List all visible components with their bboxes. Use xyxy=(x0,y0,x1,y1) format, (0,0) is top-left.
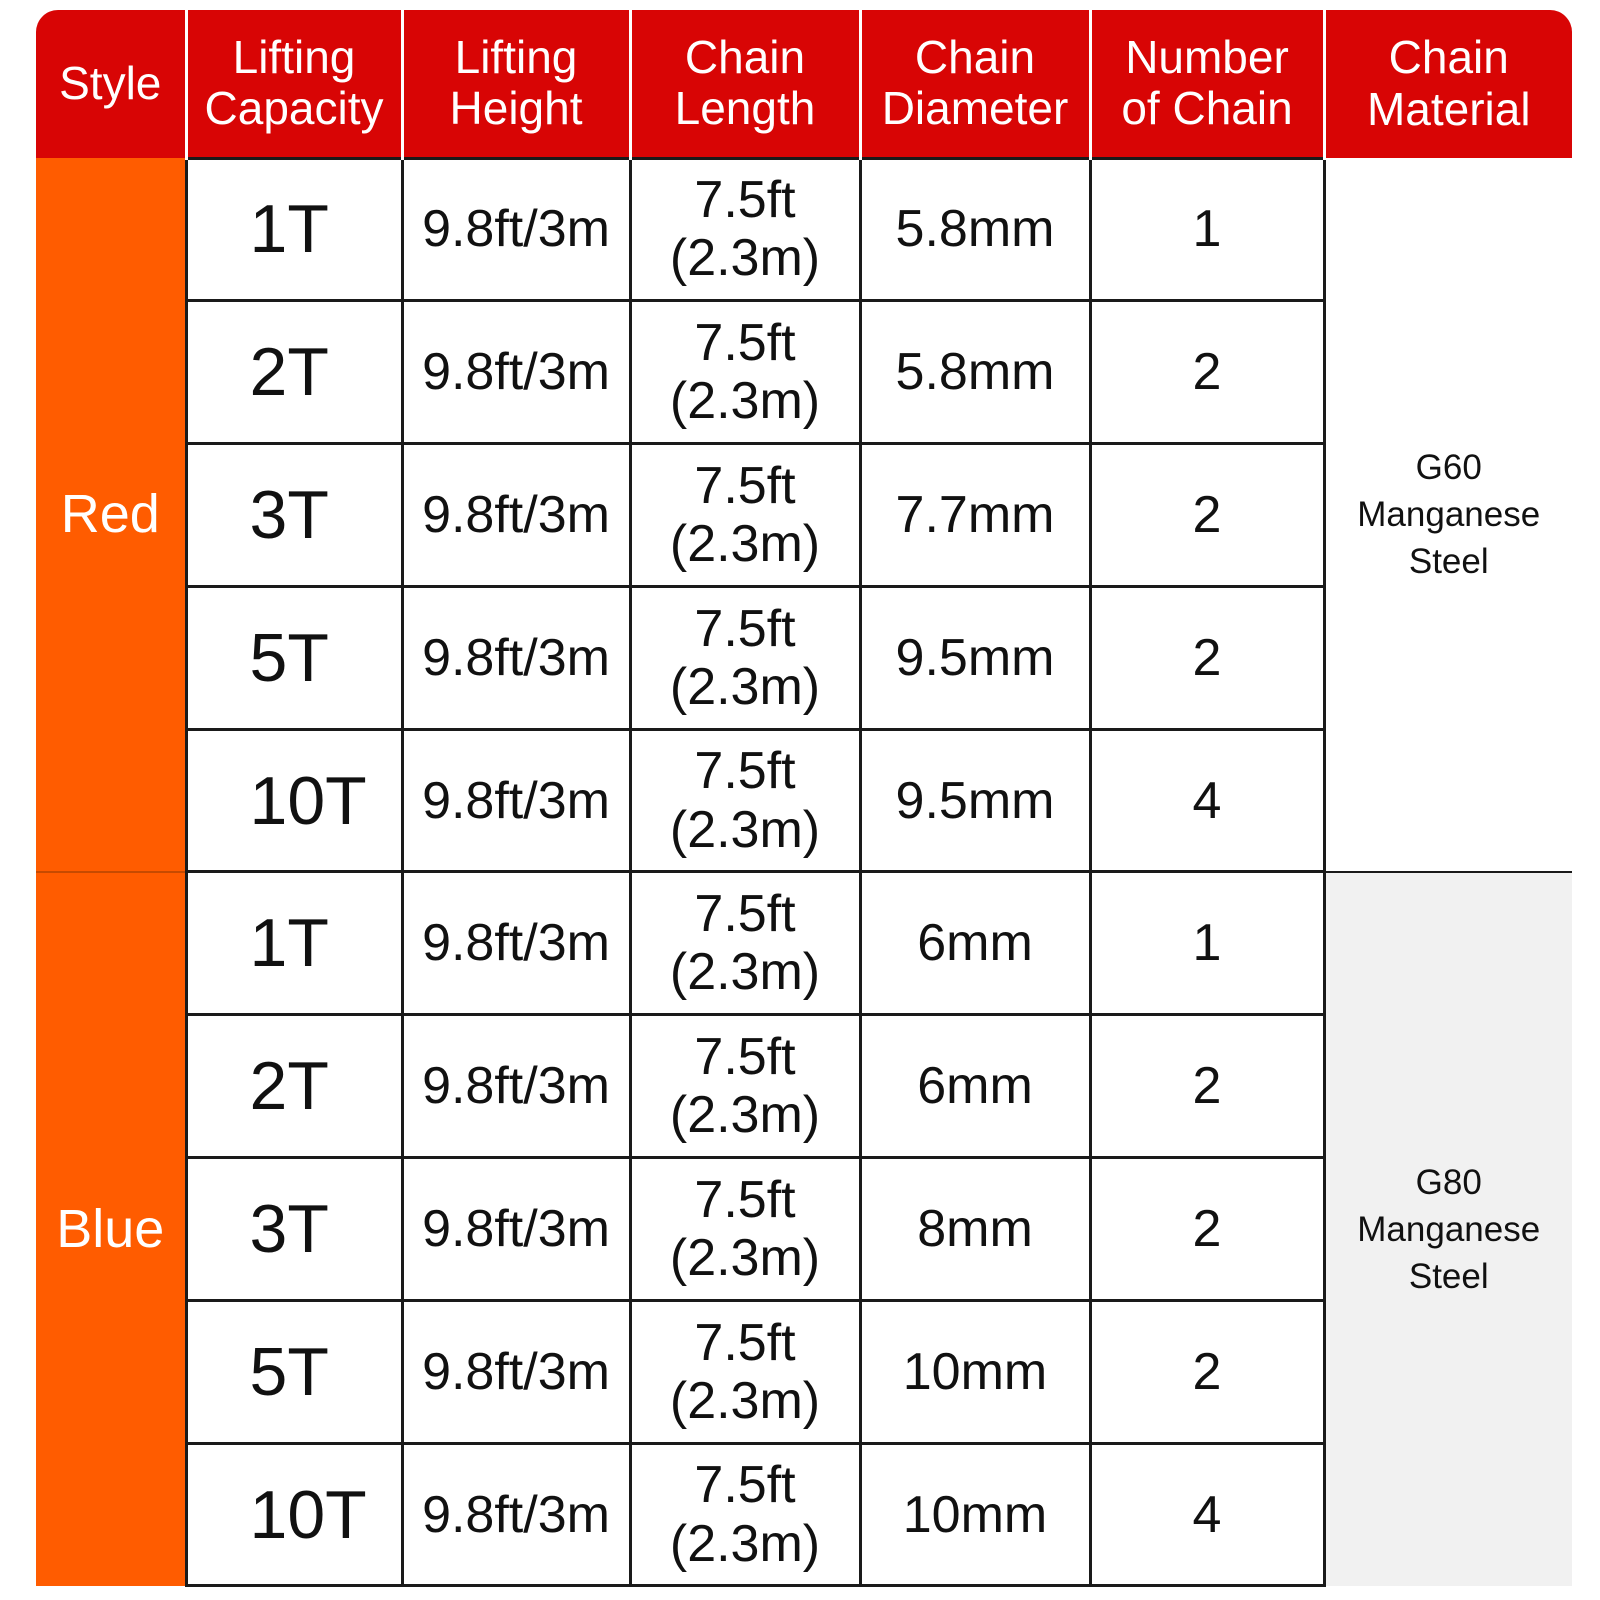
style-cell-blue: Blue xyxy=(36,872,186,1586)
header-lifting-capacity xyxy=(186,10,402,158)
length-ft: 7.5ft xyxy=(694,313,796,372)
diameter-cell: 6mm xyxy=(860,1015,1090,1158)
table-row xyxy=(36,158,1572,301)
capacity-cell: 10T xyxy=(186,1443,402,1586)
header-number-of-chain xyxy=(1090,10,1324,158)
material-line: Manganese xyxy=(1357,1209,1541,1249)
diameter-cell: 9.5mm xyxy=(860,586,1090,729)
height-cell: 9.8ft/3m xyxy=(402,729,630,872)
header-row xyxy=(36,10,1572,158)
material-line: G80 xyxy=(1415,1162,1482,1202)
length-m: (2.3m) xyxy=(669,800,821,859)
length-m: (2.3m) xyxy=(669,1086,821,1145)
table-row xyxy=(36,872,1572,1015)
material-line: G60 xyxy=(1415,447,1482,487)
capacity-cell: 10T xyxy=(186,729,402,872)
number-cell: 1 xyxy=(1090,158,1324,301)
capacity-cell: 5T xyxy=(186,586,402,729)
length-cell xyxy=(630,872,860,1015)
height-cell: 9.8ft/3m xyxy=(402,872,630,1015)
length-cell xyxy=(630,1443,860,1586)
number-cell: 1 xyxy=(1090,872,1324,1015)
material-cell-2 xyxy=(1324,872,1572,1586)
header-capacity-line-2: Capacity xyxy=(204,82,384,135)
length-cell xyxy=(630,158,860,301)
number-cell: 4 xyxy=(1090,1443,1324,1586)
height-cell: 9.8ft/3m xyxy=(402,1443,630,1586)
capacity-cell: 1T xyxy=(186,872,402,1015)
length-m: (2.3m) xyxy=(669,372,821,431)
length-cell xyxy=(630,1015,860,1158)
capacity-cell: 3T xyxy=(186,1158,402,1301)
length-m: (2.3m) xyxy=(669,943,821,1002)
number-cell: 4 xyxy=(1090,729,1324,872)
length-m: (2.3m) xyxy=(669,1228,821,1287)
style-cell-red: Red xyxy=(36,158,186,872)
length-ft: 7.5ft xyxy=(694,1456,796,1515)
capacity-cell: 3T xyxy=(186,444,402,587)
height-cell: 9.8ft/3m xyxy=(402,586,630,729)
header-capacity-line-1: Lifting xyxy=(232,30,356,83)
material-line: Steel xyxy=(1408,542,1489,582)
header-diameter-line-2: Diameter xyxy=(881,82,1069,135)
spec-table xyxy=(36,10,1572,1587)
header-height-line-1: Lifting xyxy=(454,30,578,83)
header-chain-diameter xyxy=(860,10,1090,158)
header-lifting-height xyxy=(402,10,630,158)
length-ft: 7.5ft xyxy=(694,456,796,515)
material-cell-1 xyxy=(1324,158,1572,872)
height-cell: 9.8ft/3m xyxy=(402,1300,630,1443)
height-cell: 9.8ft/3m xyxy=(402,1158,630,1301)
number-cell: 2 xyxy=(1090,444,1324,587)
length-ft: 7.5ft xyxy=(694,599,796,658)
spec-body xyxy=(36,158,1572,1586)
length-m: (2.3m) xyxy=(669,229,821,288)
length-m: (2.3m) xyxy=(669,1514,821,1573)
capacity-cell: 5T xyxy=(186,1300,402,1443)
material-line: Steel xyxy=(1408,1257,1489,1297)
header-number-line-1: Number xyxy=(1125,30,1289,83)
header-chain-length xyxy=(630,10,860,158)
header-diameter-line-1: Chain xyxy=(914,30,1036,83)
header-length-line-1: Chain xyxy=(684,30,806,83)
diameter-cell: 10mm xyxy=(860,1300,1090,1443)
diameter-cell: 5.8mm xyxy=(860,301,1090,444)
length-ft: 7.5ft xyxy=(694,1170,796,1229)
length-m: (2.3m) xyxy=(669,1371,821,1430)
number-cell: 2 xyxy=(1090,1158,1324,1301)
capacity-cell: 2T xyxy=(186,301,402,444)
length-cell xyxy=(630,1300,860,1443)
number-cell: 2 xyxy=(1090,301,1324,444)
length-cell xyxy=(630,1158,860,1301)
diameter-cell: 5.8mm xyxy=(860,158,1090,301)
height-cell: 9.8ft/3m xyxy=(402,444,630,587)
height-cell: 9.8ft/3m xyxy=(402,1015,630,1158)
height-cell: 9.8ft/3m xyxy=(402,158,630,301)
diameter-cell: 6mm xyxy=(860,872,1090,1015)
length-ft: 7.5ft xyxy=(694,885,796,944)
diameter-cell: 8mm xyxy=(860,1158,1090,1301)
length-ft: 7.5ft xyxy=(694,171,796,230)
number-cell: 2 xyxy=(1090,1015,1324,1158)
length-cell xyxy=(630,729,860,872)
number-cell: 2 xyxy=(1090,586,1324,729)
header-length-line-2: Length xyxy=(674,82,816,135)
header-material-line-2: Material xyxy=(1366,83,1531,135)
length-m: (2.3m) xyxy=(669,657,821,716)
length-cell xyxy=(630,301,860,444)
capacity-cell: 2T xyxy=(186,1015,402,1158)
length-cell xyxy=(630,586,860,729)
length-cell xyxy=(630,444,860,587)
header-material-line-1: Chain xyxy=(1388,31,1509,84)
diameter-cell: 7.7mm xyxy=(860,444,1090,587)
capacity-cell: 1T xyxy=(186,158,402,301)
header-height-line-2: Height xyxy=(449,82,583,135)
header-number-line-2: of Chain xyxy=(1121,82,1293,135)
diameter-cell: 10mm xyxy=(860,1443,1090,1586)
height-cell: 9.8ft/3m xyxy=(402,301,630,444)
length-ft: 7.5ft xyxy=(694,1313,796,1372)
length-m: (2.3m) xyxy=(669,514,821,573)
header-style: Style xyxy=(36,10,186,158)
header-chain-material xyxy=(1324,10,1572,158)
length-ft: 7.5ft xyxy=(694,1027,796,1086)
number-cell: 2 xyxy=(1090,1300,1324,1443)
length-ft: 7.5ft xyxy=(694,742,796,801)
diameter-cell: 9.5mm xyxy=(860,729,1090,872)
material-line: Manganese xyxy=(1357,494,1541,534)
